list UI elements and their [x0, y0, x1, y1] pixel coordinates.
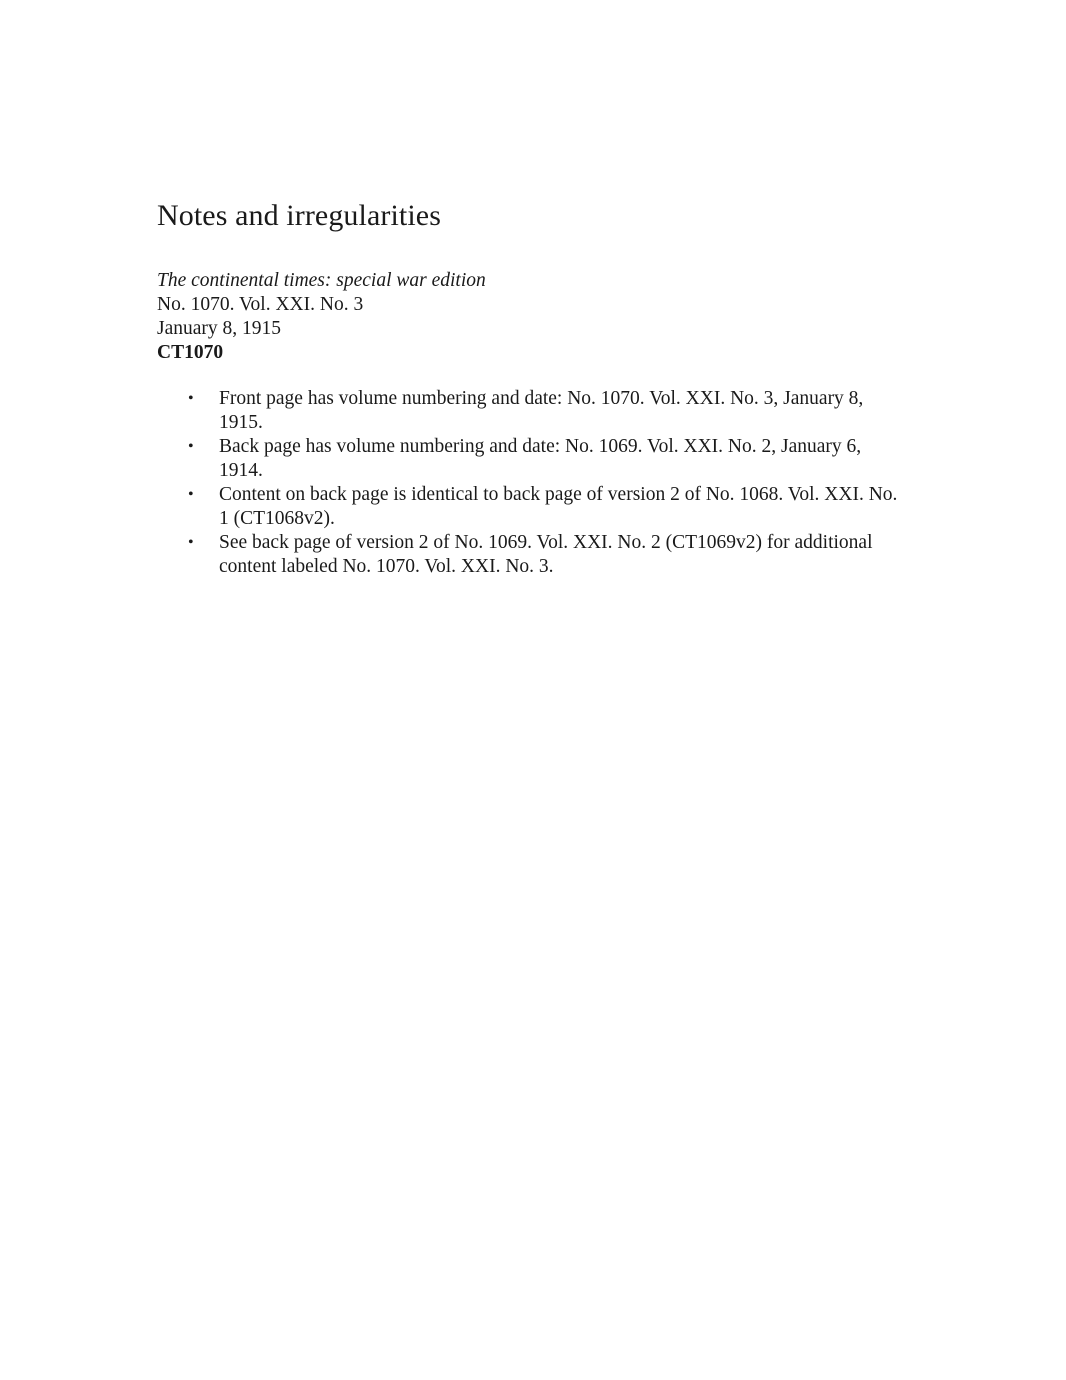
publication-title: The continental times: special war edition	[157, 270, 486, 291]
bullet-icon: •	[188, 534, 194, 551]
list-item	[157, 531, 909, 579]
document-page	[157, 196, 917, 579]
page-title: Notes and irregularities	[157, 199, 441, 232]
note-text: Content on back page is identical to back page of version 2 of No. 1068. Vol. XXI. No. 1 (CT1068v2).	[219, 484, 898, 529]
issue-metadata	[157, 269, 917, 365]
notes-list	[157, 387, 917, 579]
issue-number: No. 1070. Vol. XXI. No. 3	[157, 294, 364, 315]
issue-date: January 8, 1915	[157, 318, 282, 339]
note-text: See back page of version 2 of No. 1069. Vol. XXI. No. 2 (CT1069v2) for additional content labeled No. 1070. Vol. XXI. No. 3.	[219, 532, 873, 577]
list-item	[157, 483, 909, 531]
issue-identifier: CT1070	[157, 342, 224, 363]
bullet-icon: •	[188, 390, 194, 407]
list-item	[157, 387, 909, 435]
bullet-icon: •	[188, 438, 194, 455]
bullet-icon: •	[188, 486, 194, 503]
note-text: Front page has volume numbering and date: No. 1070. Vol. XXI. No. 3, January 8, 1915.	[219, 388, 864, 433]
note-text: Back page has volume numbering and date: No. 1069. Vol. XXI. No. 2, January 6, 1914.	[219, 436, 862, 481]
list-item	[157, 435, 909, 483]
